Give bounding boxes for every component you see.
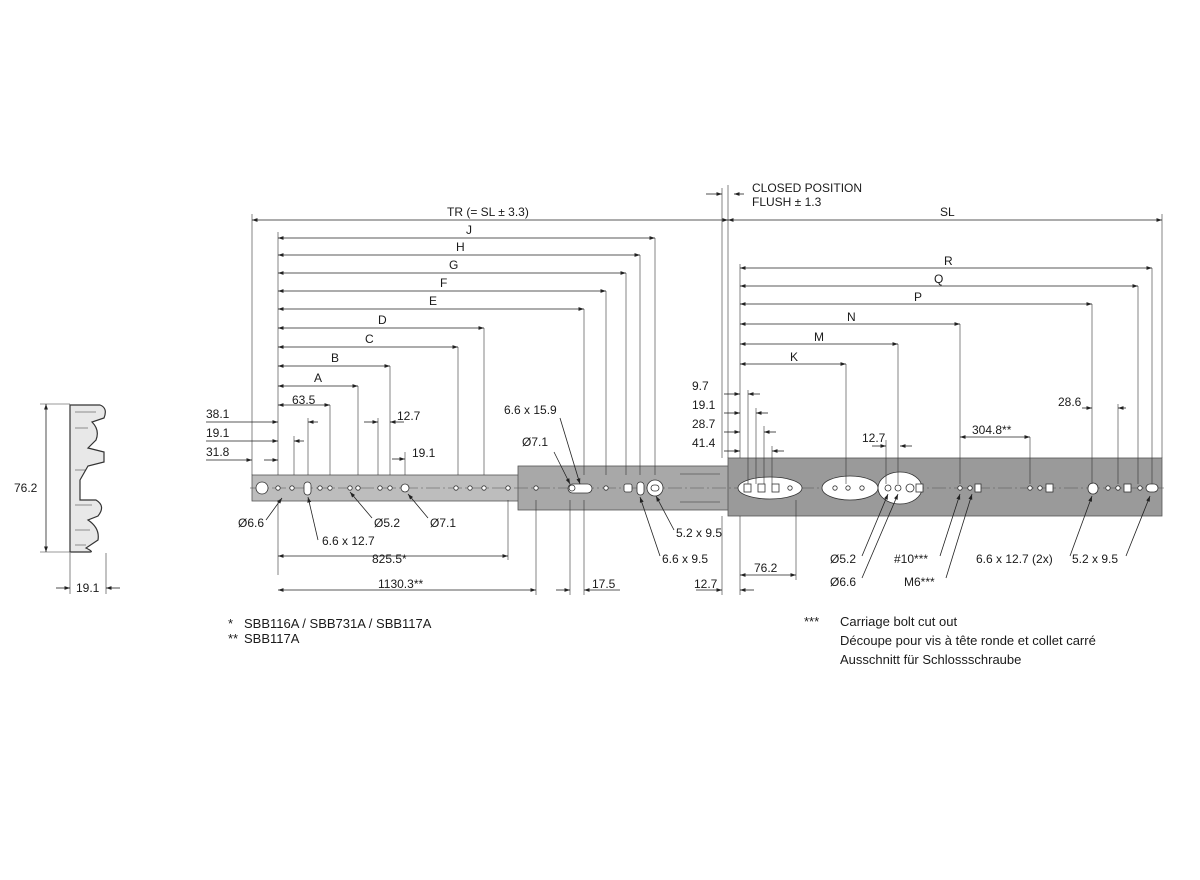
dim-G: G [449,258,459,272]
profile-height-label: 76.2 [14,481,38,495]
tr-label: TR (= SL ± 3.3) [447,205,529,219]
right-letter-dimensions [692,254,1152,484]
dim-5-2x9-5-r: 5.2 x 9.5 [1072,552,1119,566]
dim-28-7: 28.7 [692,417,716,431]
dim-6-6x15-9: 6.6 x 15.9 [504,403,557,417]
hole-d6-6 [256,482,268,494]
dim-304-8: 304.8** [972,423,1012,437]
dim-38-1: 38.1 [206,407,230,421]
dim-d6-6-r: Ø6.6 [830,575,857,589]
dim-41-4: 41.4 [692,436,716,450]
dim-H: H [456,240,465,254]
dim-A: A [314,371,323,385]
dim-d7-1-mid: Ø7.1 [522,435,549,449]
dim-12-7-bottom: 12.7 [694,577,718,591]
note-star3-line2: Découpe pour vis à tête ronde et collet carré [840,633,1096,648]
dim-N: N [847,310,856,324]
dim-825-5: 825.5* [372,552,407,566]
slide-rails [250,458,1164,516]
note-star3-line1: Carriage bolt cut out [840,614,958,629]
dim-d7-1-bottom: Ø7.1 [430,516,457,530]
note-star1-mark: * [228,616,234,631]
dim-17-5: 17.5 [592,577,616,591]
note-star1-text: SBB116A / SBB731A / SBB117A [244,616,432,631]
dim-12-7-r: 12.7 [862,431,886,445]
dim-d6-6: Ø6.6 [238,516,265,530]
dim-P: P [914,290,923,304]
closed-position-label: CLOSED POSITION [752,181,863,195]
dim-m6: M6*** [904,575,935,589]
dim-19-1: 19.1 [206,426,230,440]
dim-19-1-b: 19.1 [412,446,436,460]
dim-28-6: 28.6 [1058,395,1082,409]
hole-d7-1 [401,484,409,492]
note-star2-mark: ** [228,631,239,646]
note-star3-mark: *** [804,614,820,629]
profile-width-label: 19.1 [76,581,100,595]
slot-6-6x12-7 [304,482,311,495]
note-star2-text: SBB117A [244,631,300,646]
dim-B: B [331,351,340,365]
dim-12-7: 12.7 [397,409,421,423]
dim-1130-3: 1130.3** [378,577,424,591]
dim-76-2: 76.2 [754,561,778,575]
footnotes [228,614,1096,667]
dim-M: M [814,330,824,344]
note-star3-line3: Ausschnitt für Schlossschraube [840,652,1022,667]
flush-label: FLUSH ± 1.3 [752,195,822,209]
dim-E: E [429,294,438,308]
dim-63-5: 63.5 [292,393,316,407]
dim-6-6x12-7-2x: 6.6 x 12.7 (2x) [976,552,1053,566]
dim-9-7: 9.7 [692,379,709,393]
dim-19-1-r: 19.1 [692,398,716,412]
dim-31-8: 31.8 [206,445,230,459]
dim-D: D [378,313,387,327]
dim-F: F [440,276,448,290]
dim-6-6x12-7: 6.6 x 12.7 [322,534,375,548]
profile-view [14,404,120,595]
dim-6-6x9-5: 6.6 x 9.5 [662,552,709,566]
dim-10: #10*** [894,552,929,566]
sl-label: SL [940,205,955,219]
dim-C: C [365,332,374,346]
left-letter-dimensions [206,223,655,475]
dim-d5-2-r: Ø5.2 [830,552,857,566]
dim-d5-2: Ø5.2 [374,516,401,530]
dim-K: K [790,350,799,364]
dim-Q: Q [934,272,944,286]
dim-R: R [944,254,953,268]
dim-5-2x9-5: 5.2 x 9.5 [676,526,723,540]
dim-J: J [466,223,472,237]
